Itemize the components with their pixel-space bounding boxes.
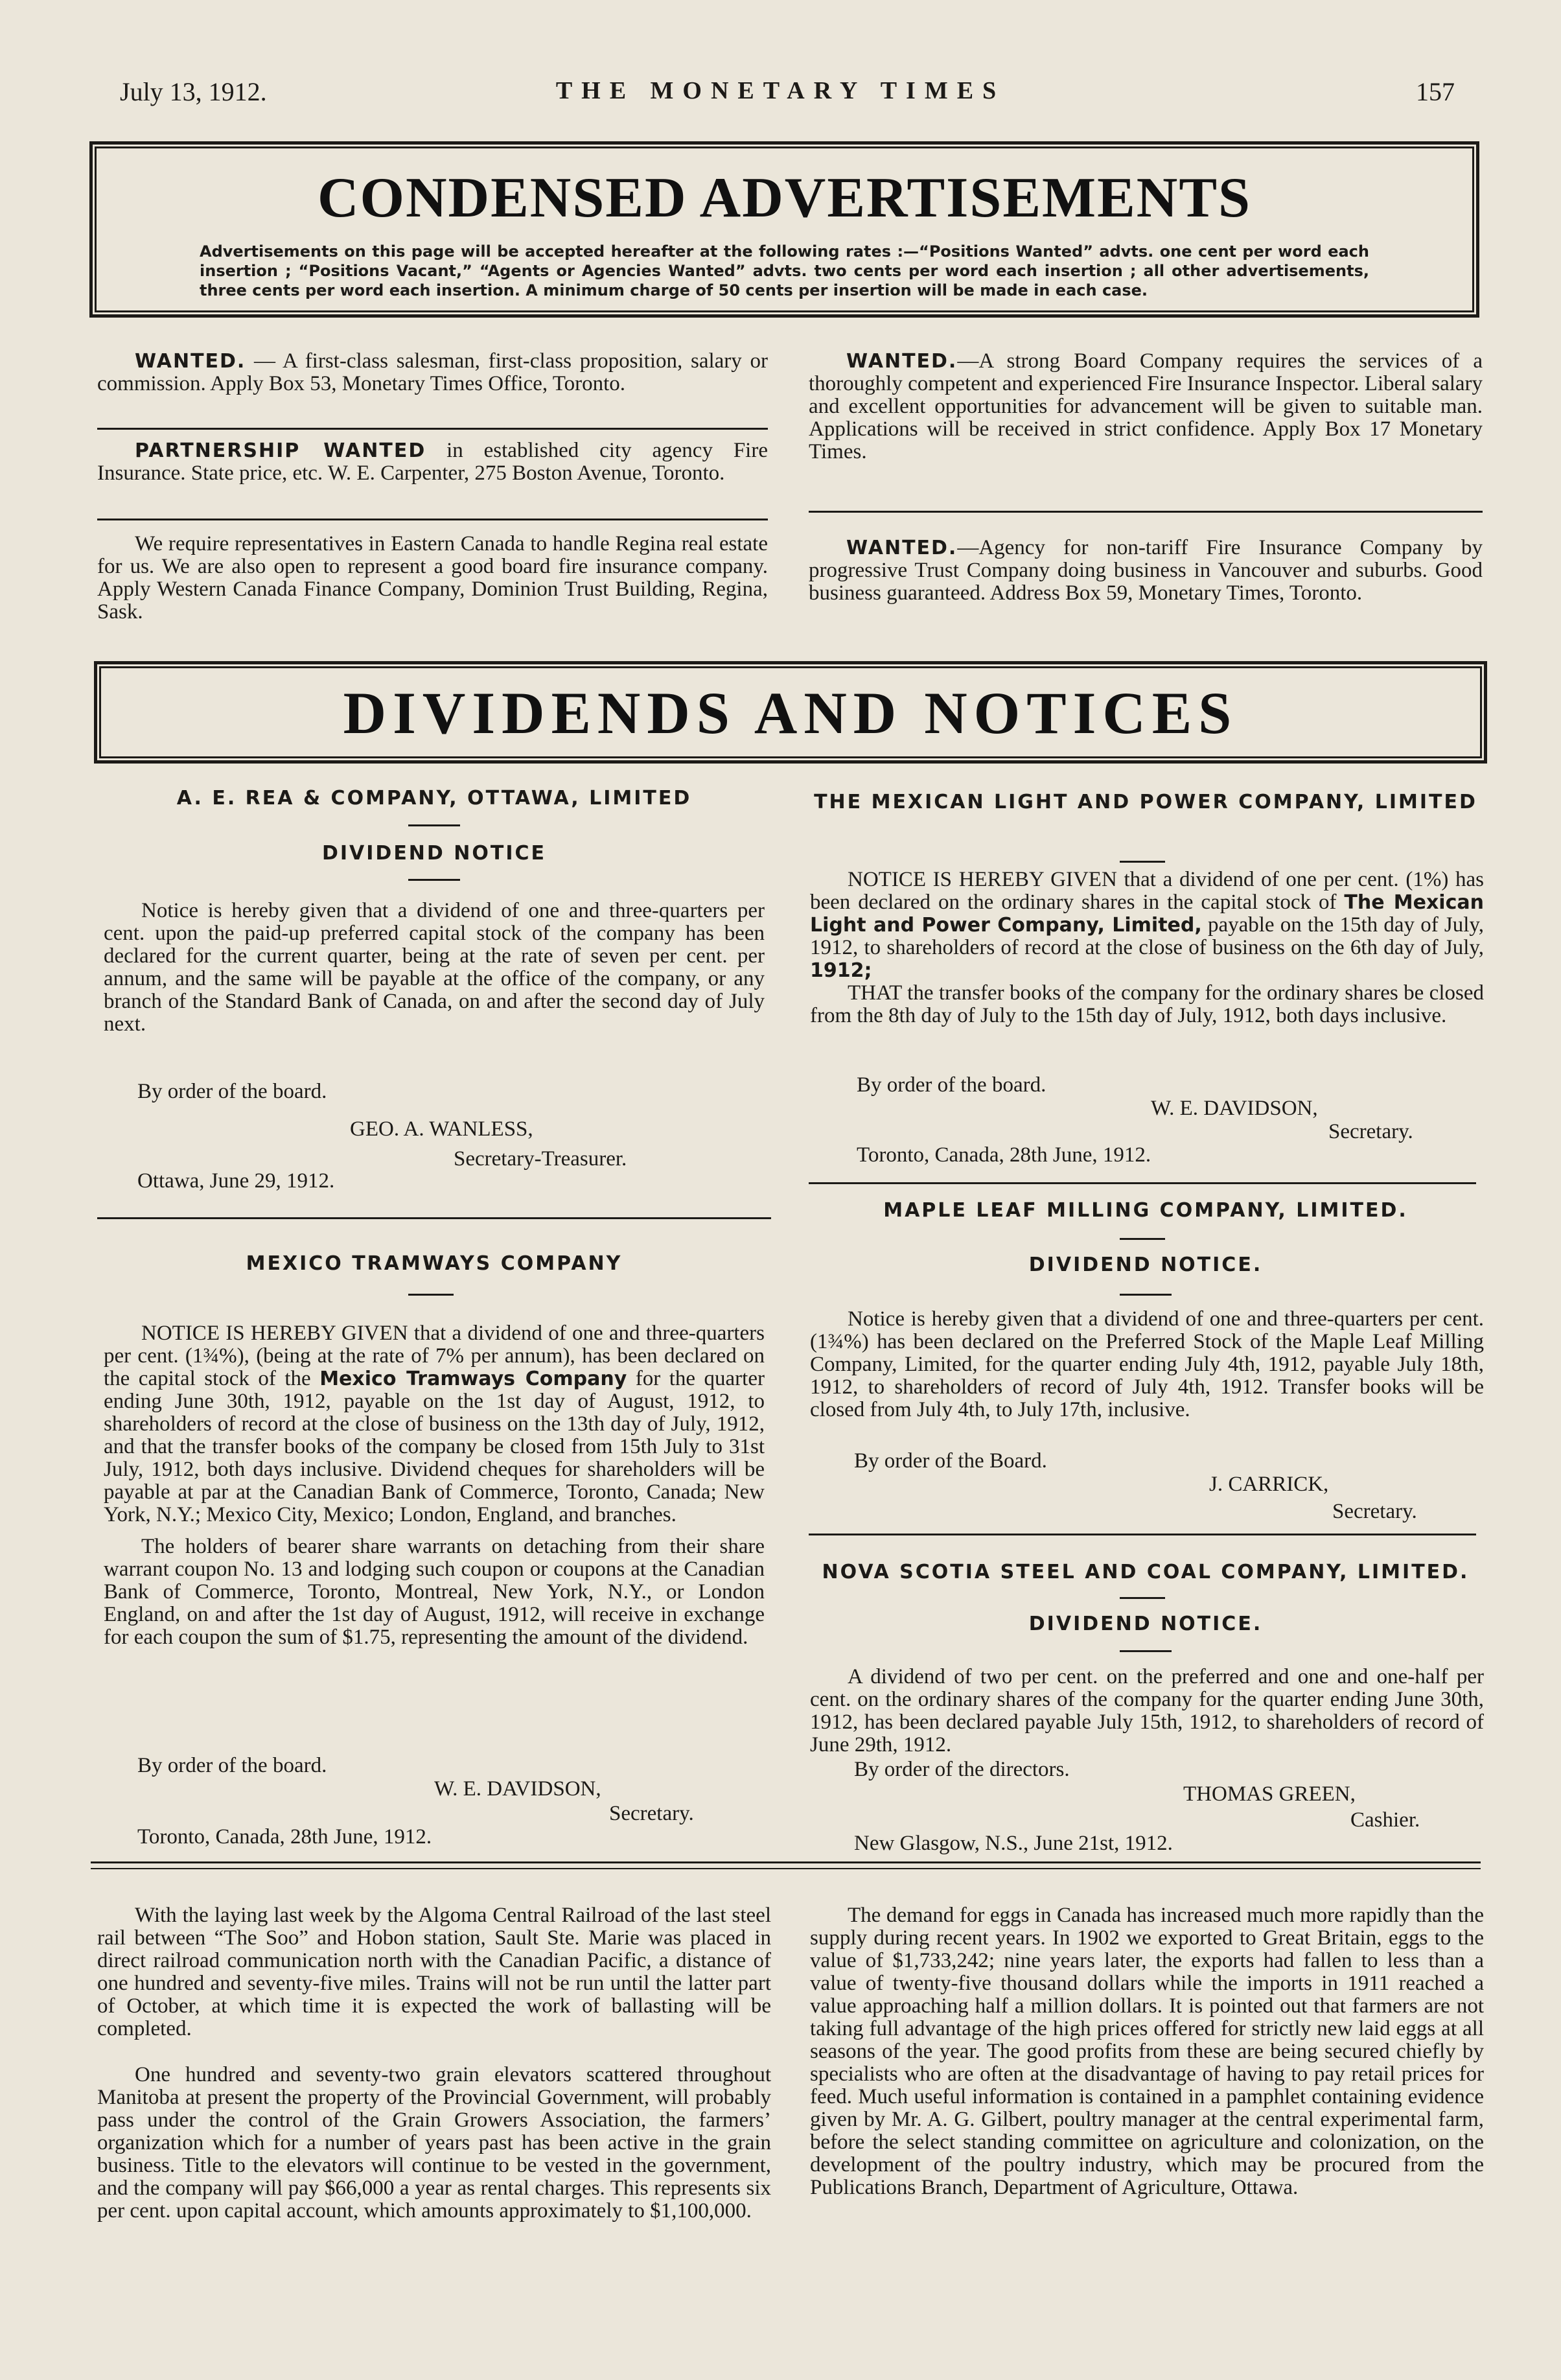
ad-text: We require representatives in Eastern Canada to handle Regina real estate for us. We are also open to represent a good board fire insurance company. Apply Western Canada Finance Company, Dominion Trust Building, Regina, Sask. <box>97 532 768 624</box>
year-emphasis: 1912; <box>810 959 872 982</box>
ad-lead: WANTED. <box>135 350 246 373</box>
tramways-body <box>104 1322 765 1649</box>
short-rule <box>1120 1597 1165 1599</box>
company-name: Mexico Tramways Company <box>319 1368 627 1390</box>
tramways-heading: MEXICO TRAMWAYS COMPANY <box>246 1252 623 1275</box>
rea-body <box>104 900 765 1036</box>
divider <box>809 511 1483 513</box>
ad-text: in established city agency Fire Insurance. State price, etc. W. E. Carpenter, 275 Boston Avenue, Toronto. <box>97 439 768 485</box>
page-number: 157 <box>1416 77 1455 106</box>
rea-signer: GEO. A. WANLESS, <box>350 1117 533 1141</box>
maple-leaf-signer: J. CARRICK, <box>1209 1473 1329 1496</box>
maple-leaf-body <box>810 1308 1484 1421</box>
ad-lead: WANTED. <box>846 537 958 559</box>
ad-rates-text: Advertisements on this page will be accepted hereafter at the following rates :—“Positions Wanted” advts. one cent per word each insertion ; “Positions Vacant,” “Agents or Agencies Wanted” advts. two cents per word each insertion ; all other advertisements, three cents per word each insertion. A minimum charge of 50 cents per insertion will be made in each case. <box>200 242 1369 299</box>
nova-scotia-subhead: DIVIDEND NOTICE. <box>1028 1613 1263 1635</box>
maple-leaf-subhead: DIVIDEND NOTICE. <box>1028 1254 1263 1276</box>
issue-date: July 13, 1912. <box>120 77 267 106</box>
algoma-news <box>97 1904 771 2222</box>
tramways-order: By order of the board. <box>137 1754 327 1777</box>
short-rule <box>408 824 460 826</box>
mexican-light-place-date: Toronto, Canada, 28th June, 1912. <box>857 1143 1151 1167</box>
mexican-light-body <box>810 869 1484 1027</box>
masthead: THE MONETARY TIMES <box>555 77 1006 104</box>
nova-scotia-order: By order of the directors. <box>854 1758 1070 1781</box>
maple-leaf-signer-title: Secretary. <box>1332 1500 1417 1523</box>
ad-lead: WANTED. <box>846 350 958 373</box>
notice-text: NOTICE IS HEREBY GIVEN that a dividend of one per cent. (1%) has been declared on the ordinary shares in the capital stock of <box>810 868 1484 914</box>
short-rule <box>408 879 460 881</box>
short-rule <box>1120 1238 1165 1240</box>
nova-scotia-place-date: New Glasgow, N.S., June 21st, 1912. <box>854 1832 1173 1855</box>
notice-text: THAT the transfer books of the company for the ordinary shares be closed from the 8th day of July to the 15th day of July, 1912, both days inclusive. <box>810 981 1484 1027</box>
dividends-banner <box>94 661 1487 764</box>
mexican-light-order: By order of the board. <box>857 1073 1046 1097</box>
divider <box>97 1217 771 1219</box>
ad-text: —Agency for non-tariff Fire Insurance Company by progressive Trust Company doing business in Vancouver and suburbs. Good business guaranteed. Address Box 59, Monetary Times, Toronto. <box>809 536 1483 605</box>
tramways-place-date: Toronto, Canada, 28th June, 1912. <box>137 1825 432 1849</box>
short-rule <box>1120 861 1165 863</box>
ad-partnership <box>97 439 768 485</box>
ad-fire-inspector <box>809 350 1483 463</box>
ad-regina <box>97 533 768 624</box>
short-rule <box>408 1294 454 1296</box>
ad-text: — A first-class salesman, first-class proposition, salary or commission. Apply Box 53, Monetary Times Office, Toronto. <box>97 349 768 395</box>
condensed-ads-title: CONDENSED ADVERTISEMENTS <box>317 167 1251 229</box>
mexican-light-heading: THE MEXICAN LIGHT AND POWER COMPANY, LIMITED <box>814 791 1477 813</box>
notice-text: for the quarter ending June 30th, 1912, payable on the 1st day of August, 1912, to shareholders of record at the close of business on the 13th day of July, 1912, and that the transfer books of the company be closed from 15th July to 31st July, 1912, both days inclusive. Dividend cheques for shareholders will be payable at par at the Canadian Bank of Commerce, Toronto, Canada; New York, N.Y.; Mexico City, Mexico; London, England, and branches. <box>104 1367 765 1526</box>
dividends-title: DIVIDENDS AND NOTICES <box>343 680 1238 746</box>
notice-text: Notice is hereby given that a dividend of one and three-quarters per cent. (1¾%) has been declared on the Preferred Stock of the Maple Leaf Milling Company, Limited, for the quarter ending July 4th, 1912, payable July 18th, 1912, to shareholders of record of July 4th, 1912. Transfer books will be closed from July 4th, to July 17th, inclusive. <box>810 1307 1484 1421</box>
mexican-light-signer: W. E. DAVIDSON, <box>1151 1097 1318 1120</box>
nova-scotia-signer: THOMAS GREEN, <box>1183 1782 1356 1806</box>
short-rule <box>1120 1650 1172 1652</box>
condensed-ads-banner <box>89 141 1479 318</box>
rea-company-heading: A. E. REA & COMPANY, OTTAWA, LIMITED <box>176 787 692 810</box>
rea-signer-title: Secretary-Treasurer. <box>454 1147 627 1171</box>
news-text: With the laying last week by the Algoma Central Railroad of the last steel rail between “The Soo” and Hobon station, Sault Ste. Marie was placed in direct railroad communication north with the Canadian Pacific, a distance of one hundred and seventy-five miles. Trains will not be run until the latter part of October, at which time it is expected the work of ballasting will be completed. <box>97 1904 771 2040</box>
news-text: The demand for eggs in Canada has increased much more rapidly than the supply during recent years. In 1902 we exported to Great Britain, eggs to the value of $1,733,242; nine years later, the exports had fallen to less than a value of twenty-five thousand dollars while the imports in 1911 reached a value approaching half a million dollars. It is pointed out that farmers are not taking full advantage of the high prices offered for strictly new laid eggs at all seasons of the year. The good profits from these are being secured chiefly by specialists who are often at the disadvantage of having to pay retail prices for feed. Much useful information is contained in a pamphlet containing evidence given by Mr. A. G. Gilbert, poultry manager at the central experimental farm, before the select standing committee on agriculture and colonization, on the development of the poultry industry, which may be procured from the Publications Branch, Department of Agriculture, Ottawa. <box>810 1904 1484 2199</box>
notice-text: The holders of bearer share warrants on detaching from their share warrant coupon No. 13 and lodging such coupon or coupons at the Canadian Bank of Commerce, Toronto, Montreal, New York, N.Y., or London England, on and after the 1st day of August, 1912, will receive in exchange for each coupon the sum of $1.75, representing the amount of the dividend. <box>104 1535 765 1649</box>
divider <box>809 1534 1476 1535</box>
tramways-signer-title: Secretary. <box>609 1802 694 1825</box>
nova-scotia-signer-title: Cashier. <box>1350 1808 1420 1832</box>
rea-order: By order of the board. <box>137 1080 327 1103</box>
section-rule <box>91 1861 1481 1863</box>
maple-leaf-order: By order of the Board. <box>854 1449 1047 1473</box>
section-rule <box>91 1868 1481 1869</box>
ad-lead: PARTNERSHIP WANTED <box>135 439 426 462</box>
news-text: One hundred and seventy-two grain elevators scattered throughout Manitoba at present the property of the Provincial Government, will probably pass under the control of the Grain Growers Association, the farmers’ organization which for a number of years past has been active in the grain business. Title to the elevators will continue to be vested in the government, and the company will pay $66,000 a year as rental charges. This represents six per cent. upon capital account, which amounts approximately to $1,100,000. <box>97 2063 771 2222</box>
nova-scotia-heading: NOVA SCOTIA STEEL AND COAL COMPANY, LIMITED. <box>822 1561 1470 1583</box>
tramways-signer: W. E. DAVIDSON, <box>434 1777 601 1801</box>
nova-scotia-body <box>810 1666 1484 1756</box>
notice-text: NOTICE IS HEREBY GIVEN that a dividend of one and three-quarters per cent. (1¾%), (being at the rate of 7% per annum), has been declared on the capital stock of the <box>104 1322 765 1390</box>
divider <box>97 519 768 520</box>
eggs-news <box>810 1904 1484 2199</box>
short-rule <box>1120 1294 1172 1296</box>
notice-text: payable on the 15th day of July, 1912, to shareholders of record at the close of business on the 6th day of July, <box>810 913 1484 959</box>
divider <box>809 1182 1476 1184</box>
notice-text: A dividend of two per cent. on the preferred and one and one-half per cent. on the ordinary shares of the company for the quarter ending June 30th, 1912, has been declared payable July 15th, 1912, to shareholders of record of June 29th, 1912. <box>810 1665 1484 1756</box>
ad-text: —A strong Board Company requires the services of a thoroughly competent and experienced Fire Insurance Inspector. Liberal salary and excellent opportunities for advancement will be given to suitable man. Applications will be received in strict confidence. Apply Box 17 Monetary Times. <box>809 349 1483 463</box>
notice-text: Notice is hereby given that a dividend of one and three-quarters per cent. upon the paid-up preferred capital stock of the company has been declared for the current quarter, being at the rate of seven per cent. per annum, and the same will be payable at the office of the company, or any branch of the Standard Bank of Canada, on and after the second day of July next. <box>104 899 765 1036</box>
maple-leaf-heading: MAPLE LEAF MILLING COMPANY, LIMITED. <box>883 1199 1408 1222</box>
rea-place-date: Ottawa, June 29, 1912. <box>137 1169 335 1193</box>
ad-salesman <box>97 350 768 395</box>
ad-trust-agency <box>809 537 1483 605</box>
mexican-light-signer-title: Secretary. <box>1328 1120 1413 1143</box>
company-name: The Mexican Light and Power Company, Limited, <box>810 891 1484 937</box>
rea-subhead: DIVIDEND NOTICE <box>321 842 547 865</box>
divider <box>97 428 768 430</box>
